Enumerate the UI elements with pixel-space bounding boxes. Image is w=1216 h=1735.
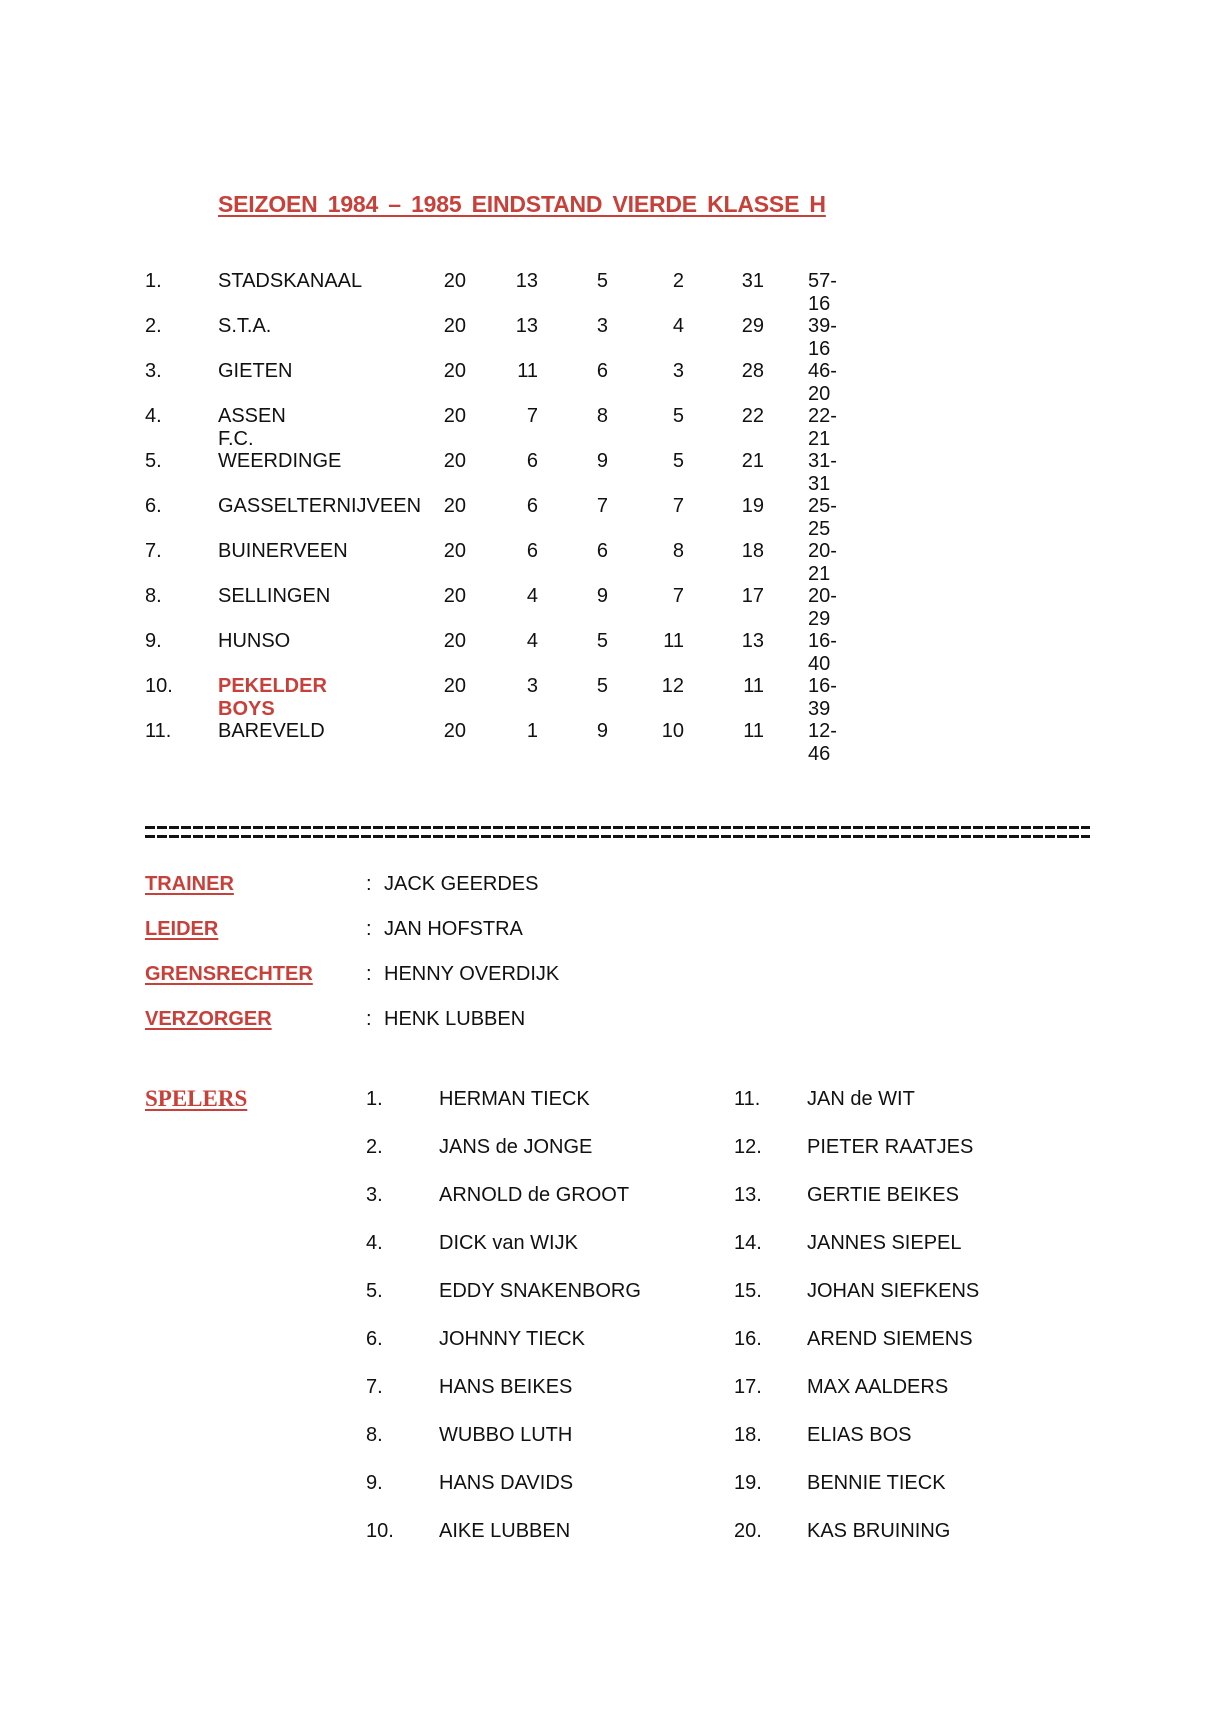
staff-colon: :	[366, 918, 372, 940]
position-cell: 5.	[145, 450, 162, 472]
player-name: JAN de WIT	[807, 1088, 915, 1110]
staff-role-label: GRENSRECHTER	[145, 963, 313, 985]
position-cell: 1.	[145, 270, 162, 292]
goals-cell: 12-46	[808, 720, 837, 765]
player-number: 8.	[366, 1424, 383, 1446]
player-name: DICK van WIJK	[439, 1232, 578, 1254]
team-name-cell: SELLINGEN	[218, 585, 331, 607]
drawn-cell: 9	[596, 585, 608, 607]
drawn-cell: 5	[596, 270, 608, 292]
player-name: HERMAN TIECK	[439, 1088, 590, 1110]
player-number: 20.	[734, 1520, 762, 1542]
team-name-cell: PEKELDER BOYS	[218, 675, 327, 720]
player-number: 9.	[366, 1472, 383, 1494]
lost-cell: 5	[672, 405, 684, 427]
goals-cell: 46-20	[808, 360, 837, 405]
position-cell: 11.	[145, 720, 172, 742]
drawn-cell: 6	[596, 360, 608, 382]
player-name: PIETER RAATJES	[807, 1136, 974, 1158]
played-cell: 20	[443, 315, 466, 337]
position-cell: 7.	[145, 540, 162, 562]
player-number: 15.	[734, 1280, 762, 1302]
player-number: 2.	[366, 1136, 383, 1158]
staff-person-name: HENNY OVERDIJK	[384, 963, 560, 985]
points-cell: 28	[741, 360, 764, 382]
won-cell: 6	[526, 540, 538, 562]
players-heading: SPELERS	[145, 1086, 248, 1111]
drawn-cell: 5	[596, 630, 608, 652]
drawn-cell: 3	[596, 315, 608, 337]
lost-cell: 7	[672, 495, 684, 517]
player-name: KAS BRUINING	[807, 1520, 951, 1542]
lost-cell: 7	[672, 585, 684, 607]
played-cell: 20	[443, 540, 466, 562]
goals-cell: 39-16	[808, 315, 837, 360]
lost-cell: 5	[672, 450, 684, 472]
won-cell: 11	[517, 360, 538, 382]
player-name: HANS DAVIDS	[439, 1472, 574, 1494]
player-name: GERTIE BEIKES	[807, 1184, 959, 1206]
player-name: ARNOLD de GROOT	[439, 1184, 630, 1206]
goals-cell: 16-39	[808, 675, 837, 720]
goals-cell: 57-16	[808, 270, 837, 315]
player-name: JANNES SIEPEL	[807, 1232, 962, 1254]
player-name: JANS de JONGE	[439, 1136, 593, 1158]
goals-cell: 22-21	[808, 405, 837, 450]
player-number: 7.	[366, 1376, 383, 1398]
player-name: EDDY SNAKENBORG	[439, 1280, 641, 1302]
won-cell: 13	[515, 315, 538, 337]
position-cell: 3.	[145, 360, 162, 382]
team-name-cell: HUNSO	[218, 630, 291, 652]
points-cell: 11	[743, 675, 764, 697]
position-cell: 9.	[145, 630, 162, 652]
played-cell: 20	[443, 630, 466, 652]
lost-cell: 12	[661, 675, 684, 697]
position-cell: 4.	[145, 405, 162, 427]
points-cell: 21	[741, 450, 764, 472]
double-dash-separator	[145, 826, 1090, 838]
player-name: HANS BEIKES	[439, 1376, 573, 1398]
player-number: 1.	[366, 1088, 383, 1110]
won-cell: 3	[526, 675, 538, 697]
player-name: BENNIE TIECK	[807, 1472, 946, 1494]
goals-cell: 16-40	[808, 630, 837, 675]
team-name-cell: GASSELTERNIJVEEN	[218, 495, 422, 517]
player-number: 17.	[734, 1376, 762, 1398]
player-number: 13.	[734, 1184, 762, 1206]
player-number: 3.	[366, 1184, 383, 1206]
player-number: 12.	[734, 1136, 762, 1158]
drawn-cell: 9	[596, 450, 608, 472]
played-cell: 20	[443, 585, 466, 607]
goals-cell: 20-29	[808, 585, 837, 630]
played-cell: 20	[443, 405, 466, 427]
played-cell: 20	[443, 495, 466, 517]
points-cell: 13	[741, 630, 764, 652]
drawn-cell: 5	[596, 675, 608, 697]
staff-role-label: VERZORGER	[145, 1008, 272, 1030]
player-name: AIKE LUBBEN	[439, 1520, 571, 1542]
page-title: SEIZOEN 1984 – 1985 EINDSTAND VIERDE KLASSE H	[218, 191, 826, 217]
staff-person-name: HENK LUBBEN	[384, 1008, 526, 1030]
staff-person-name: JAN HOFSTRA	[384, 918, 523, 940]
lost-cell: 2	[672, 270, 684, 292]
team-name-cell: BUINERVEEN	[218, 540, 348, 562]
won-cell: 6	[526, 450, 538, 472]
player-number: 14.	[734, 1232, 762, 1254]
goals-cell: 31-31	[808, 450, 837, 495]
player-name: ELIAS BOS	[807, 1424, 912, 1446]
staff-role-label: LEIDER	[145, 918, 219, 940]
player-name: JOHNNY TIECK	[439, 1328, 585, 1350]
played-cell: 20	[443, 720, 466, 742]
player-number: 4.	[366, 1232, 383, 1254]
drawn-cell: 9	[596, 720, 608, 742]
team-name-cell: ASSEN F.C.	[218, 405, 286, 450]
player-number: 16.	[734, 1328, 762, 1350]
drawn-cell: 8	[596, 405, 608, 427]
goals-cell: 25-25	[808, 495, 837, 540]
won-cell: 6	[526, 495, 538, 517]
points-cell: 17	[741, 585, 764, 607]
lost-cell: 11	[663, 630, 684, 652]
team-name-cell: STADSKANAAL	[218, 270, 363, 292]
points-cell: 11	[743, 720, 764, 742]
player-number: 11.	[734, 1088, 761, 1110]
points-cell: 22	[741, 405, 764, 427]
points-cell: 29	[741, 315, 764, 337]
points-cell: 19	[741, 495, 764, 517]
player-name: AREND SIEMENS	[807, 1328, 973, 1350]
player-number: 5.	[366, 1280, 383, 1302]
drawn-cell: 7	[596, 495, 608, 517]
player-number: 10.	[366, 1520, 394, 1542]
drawn-cell: 6	[596, 540, 608, 562]
played-cell: 20	[443, 270, 466, 292]
lost-cell: 10	[661, 720, 684, 742]
position-cell: 2.	[145, 315, 162, 337]
position-cell: 6.	[145, 495, 162, 517]
won-cell: 4	[526, 585, 538, 607]
player-name: JOHAN SIEFKENS	[807, 1280, 980, 1302]
goals-cell: 20-21	[808, 540, 837, 585]
player-number: 6.	[366, 1328, 383, 1350]
staff-colon: :	[366, 1008, 372, 1030]
team-name-cell: BAREVELD	[218, 720, 325, 742]
staff-person-name: JACK GEERDES	[384, 873, 539, 895]
position-cell: 8.	[145, 585, 162, 607]
lost-cell: 8	[672, 540, 684, 562]
player-name: WUBBO LUTH	[439, 1424, 573, 1446]
staff-role-label: TRAINER	[145, 873, 234, 895]
staff-colon: :	[366, 963, 372, 985]
won-cell: 4	[526, 630, 538, 652]
player-number: 19.	[734, 1472, 762, 1494]
played-cell: 20	[443, 675, 466, 697]
points-cell: 31	[741, 270, 764, 292]
staff-colon: :	[366, 873, 372, 895]
team-name-cell: S.T.A.	[218, 315, 272, 337]
played-cell: 20	[443, 450, 466, 472]
player-number: 18.	[734, 1424, 762, 1446]
won-cell: 7	[526, 405, 538, 427]
won-cell: 13	[515, 270, 538, 292]
position-cell: 10.	[145, 675, 173, 697]
lost-cell: 3	[672, 360, 684, 382]
player-name: MAX AALDERS	[807, 1376, 949, 1398]
team-name-cell: WEERDINGE	[218, 450, 342, 472]
played-cell: 20	[443, 360, 466, 382]
won-cell: 1	[526, 720, 538, 742]
points-cell: 18	[741, 540, 764, 562]
lost-cell: 4	[672, 315, 684, 337]
team-name-cell: GIETEN	[218, 360, 293, 382]
